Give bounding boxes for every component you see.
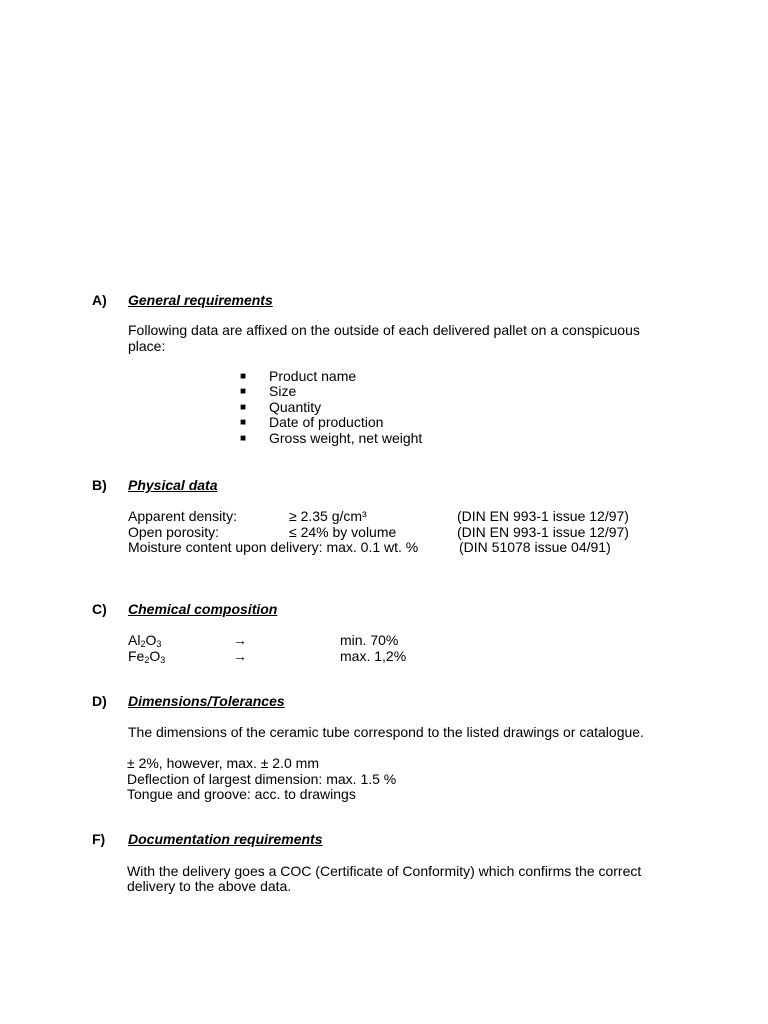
chemical-value: min. 70%	[340, 632, 399, 648]
section-a-heading: General requirements	[128, 292, 273, 308]
chemical-formula	[128, 632, 161, 648]
section-c-heading: Chemical composition	[128, 601, 278, 617]
formula-subscript: 2	[140, 639, 146, 649]
section-b-letter: B)	[92, 477, 107, 493]
tolerance-line: Tongue and groove: acc. to drawings	[127, 786, 356, 802]
bullet-icon: ■	[240, 402, 247, 413]
section-a-paragraph-line1: Following data are affixed on the outside of each delivered pallet on a conspicuous	[128, 322, 640, 338]
formula-element: Fe	[128, 648, 145, 664]
property-label: Moisture content upon delivery: max. 0.1 wt. %	[128, 539, 419, 555]
property-standard: (DIN 51078 issue 04/91)	[459, 539, 611, 555]
formula-subscript: 3	[160, 655, 166, 665]
property-value: ≥ 2.35 g/cm³	[289, 508, 367, 524]
property-label: Apparent density:	[128, 508, 237, 524]
bullet-icon: ■	[240, 371, 247, 382]
property-value: ≤ 24% by volume	[289, 524, 397, 540]
formula-subscript: 2	[144, 655, 150, 665]
chemical-formula	[128, 648, 165, 664]
property-standard: (DIN EN 993-1 issue 12/97)	[457, 524, 629, 540]
bullet-item: Date of production	[269, 414, 384, 430]
formula-element: O	[145, 632, 157, 648]
section-a-paragraph-line2: place:	[128, 338, 166, 354]
formula-element: Al	[128, 632, 141, 648]
arrow-icon: →	[233, 648, 247, 664]
section-d-letter: D)	[92, 693, 107, 709]
tolerance-line: Deflection of largest dimension: max. 1.5 %	[127, 771, 397, 787]
property-standard: (DIN EN 993-1 issue 12/97)	[457, 508, 629, 524]
section-d-heading: Dimensions/Tolerances	[128, 693, 285, 709]
bullet-item: Quantity	[269, 399, 322, 415]
bullet-icon: ■	[240, 433, 247, 444]
section-b-heading: Physical data	[128, 477, 218, 493]
property-label: Open porosity:	[128, 524, 220, 540]
bullet-icon: ■	[240, 417, 247, 428]
chemical-value: max. 1,2%	[340, 648, 407, 664]
arrow-icon: →	[233, 632, 247, 648]
bullet-item: Size	[269, 383, 297, 399]
section-a-letter: A)	[92, 292, 107, 308]
formula-subscript: 3	[156, 639, 162, 649]
section-f-paragraph-line1: With the delivery goes a COC (Certificate of Conformity) which confirms the correct	[127, 863, 642, 879]
section-f-letter: F)	[92, 831, 106, 847]
tolerance-line: ± 2%, however, max. ± 2.0 mm	[127, 755, 319, 771]
section-f-heading: Documentation requirements	[128, 831, 323, 847]
bullet-icon: ■	[240, 386, 247, 397]
section-c-letter: C)	[92, 601, 107, 617]
formula-element: O	[149, 648, 161, 664]
section-f-paragraph-line2: delivery to the above data.	[127, 878, 292, 894]
bullet-item: Product name	[269, 368, 357, 384]
section-d-paragraph: The dimensions of the ceramic tube correspond to the listed drawings or catalogue.	[128, 724, 644, 740]
bullet-item: Gross weight, net weight	[269, 430, 423, 446]
